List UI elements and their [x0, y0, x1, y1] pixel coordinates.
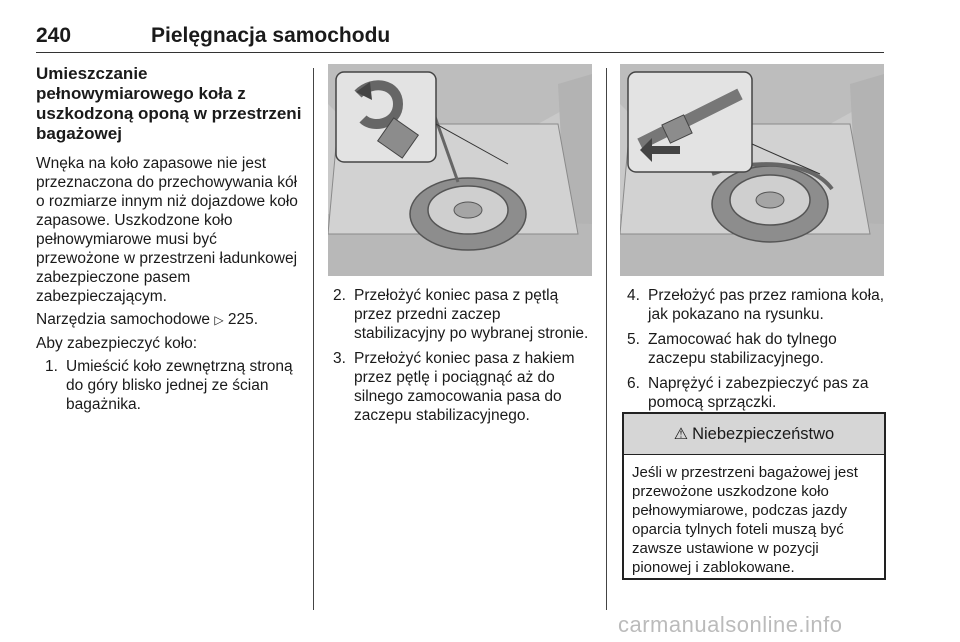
warning-triangle-icon: ⚠: [673, 426, 689, 443]
trunk-illustration-2: [620, 64, 884, 276]
list-item: 1. Umieścić koło zewnętrzną stroną do góry blisko jednej ze ścian bagażnika.: [45, 358, 293, 413]
triangle-right-icon: ▷: [214, 313, 224, 327]
warning-title: Niebezpieczeństwo: [692, 424, 835, 443]
watermark: carmanualsonline.info: [618, 612, 843, 637]
column-1: [36, 64, 304, 420]
list-item: 5. Zamocować hak do tylnego zaczepu stabilizacyjnego.: [627, 331, 837, 367]
intro-paragraph: Wnęka na koło zapasowe nie jest przeznaczona do przechowywania kół o rozmiarze innym niż dojazdowe koło zapasowe. Uszkodzone koło pełnowymiarowe musi być przewożone w przestrzeni ładunkowej zabezpieczone pasem zabezpieczającym.: [36, 155, 298, 305]
figure-trunk-strap: [620, 64, 884, 276]
list-item: 2. Przełożyć koniec pasa z pętlą przez przedni zaczep stabilizacyjny po wybranej stronie.: [333, 287, 589, 342]
steps-list-1: [36, 357, 304, 414]
tools-reference: Narzędzia samochodowe ▷ 225.: [36, 311, 259, 328]
tools-page-link[interactable]: 225.: [227, 311, 259, 328]
column-3: [624, 286, 886, 418]
list-item: 4. Przełożyć pas przez ramiona koła, jak pokazano na rysunku.: [627, 287, 885, 323]
page-number: 240: [36, 24, 72, 47]
steps-list-2: [330, 286, 592, 425]
warning-body: Jeśli w przestrzeni bagażowej jest przewożone uszkodzone koło pełnowymiarowe, podczas jazdy oparcia tylnych foteli muszą być zawsze ustawione w pozycji pionowej i zablokowane.: [632, 464, 858, 576]
figure-trunk-loop: [328, 64, 592, 276]
list-item: 3. Przełożyć koniec pasa z hakiem przez pętlę i pociągnąć aż do silnego zamocowania pasa do zaczepu stabilizacyjnego.: [333, 350, 575, 424]
secure-intro: Aby zabezpieczyć koło:: [36, 335, 198, 352]
page-header: [36, 22, 884, 53]
column-divider-2: [606, 68, 607, 610]
steps-list-3: [624, 286, 886, 412]
subsection-heading: Umieszczanie pełnowymiarowego koła z uszkodzoną oponą w przestrzeni bagażowej: [36, 64, 302, 143]
section-title: Pielęgnacja samochodu: [151, 24, 391, 47]
column-2: [330, 286, 592, 431]
warning-header: [624, 414, 884, 455]
list-item: 6. Naprężyć i zabezpieczyć pas za pomocą sprzączki.: [627, 375, 869, 411]
warning-box: [622, 412, 886, 580]
column-divider-1: [313, 68, 314, 610]
trunk-illustration-1: [328, 64, 592, 276]
